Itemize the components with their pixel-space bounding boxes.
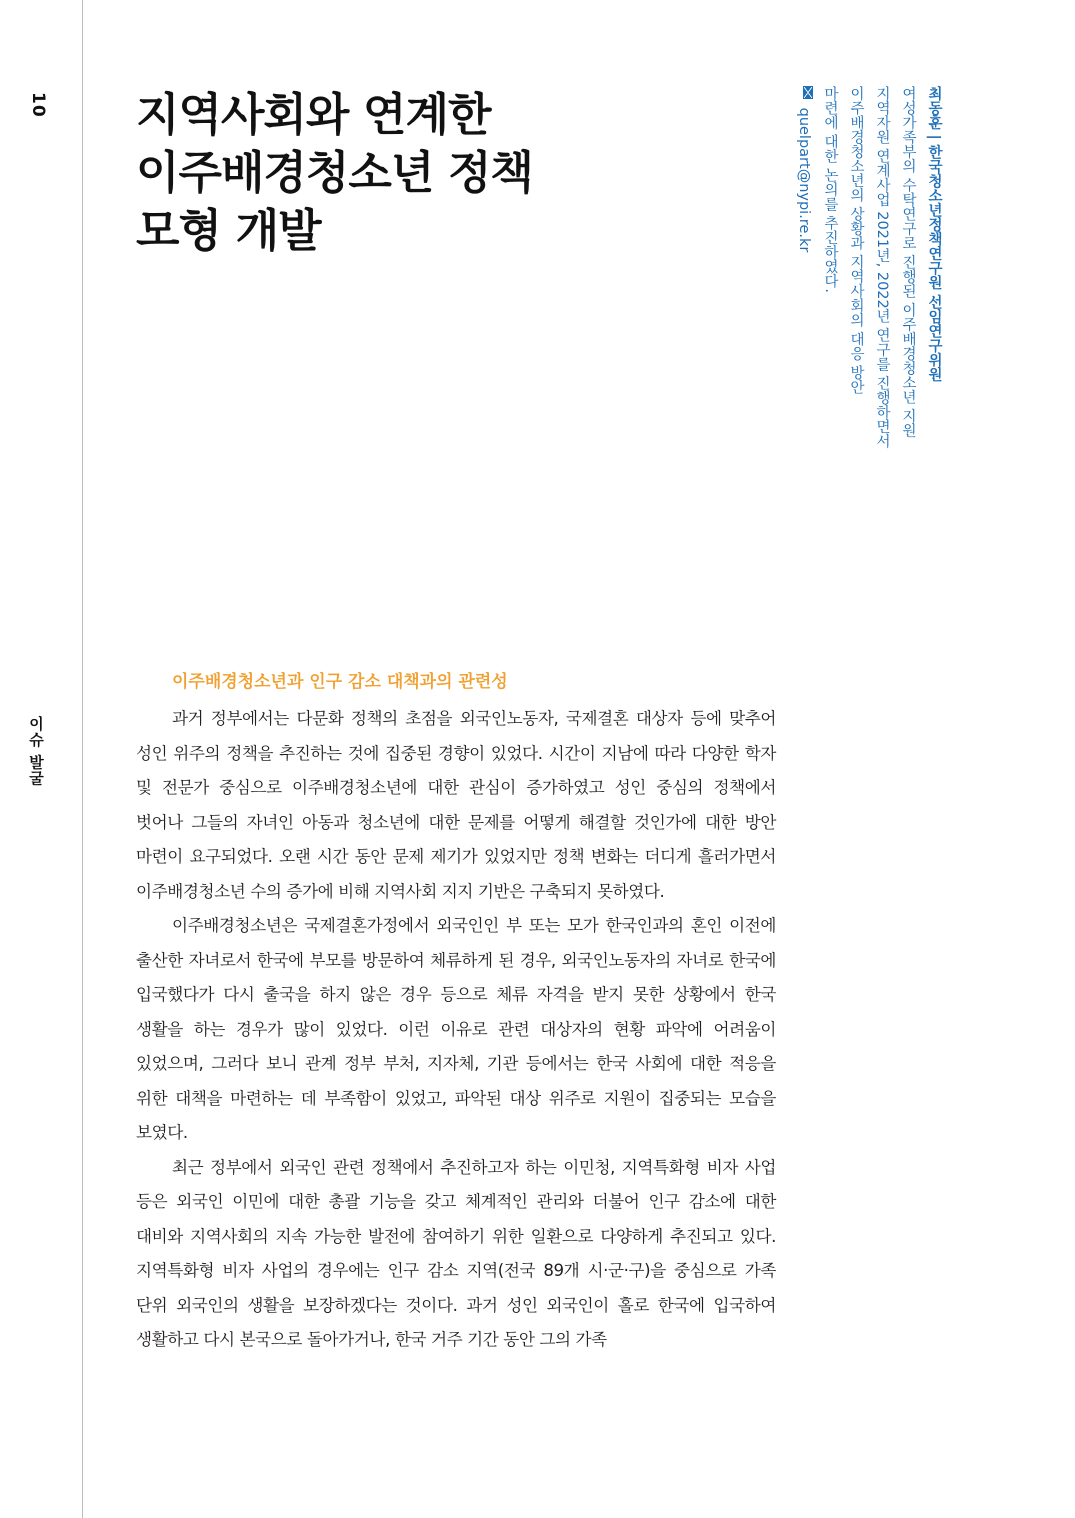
author-name: 최동훈 | 한국청소년정책연구원 선임연구위원 [926,86,942,382]
author-bio-line: 이주배경청소년의 상황과 지역사회의 대응 방안 [848,86,864,395]
title-line-1: 지역사회와 연계한 [136,88,491,141]
mail-icon [803,86,813,99]
page-margin-rule [82,0,83,1518]
page-number: 10 [28,92,48,118]
title-line-3: 모형 개발 [136,204,321,257]
author-email-row [791,86,817,546]
article-body [136,668,776,1358]
body-paragraph: 이주배경청소년은 국제결혼가정에서 외국인인 부 또는 모가 한국인과의 혼인 이전에 출산한 자녀로서 한국에 부모를 방문하여 체류하게 된 경우, 외국인노동자의 자녀로 한국에 입국했다가 다시 출국을 하지 않은 경우 등으로 체류 자격을 받지 못한 상황에서 한국 생활을 하는 경우가 많이 있었다. 이런 이유로 관련 대상자의 현황 파악에 어려움이 있었으며, 그러다 보니 관계 정부 부처, 지자체, 기관 등에서는 한국 사회에 대한 적응을 위한 대책을 마련하는 데 부족함이 있었고, 파악된 대상 위주로 지원이 집중되는 모습을 보였다. [136,916,776,1142]
author-bio-line: 마련에 대한 논의를 추진하였다. [822,86,838,293]
author-bio-line: 여성가족부의 수탁연구로 진행된 이주배경청소년 지원 [900,86,916,438]
body-paragraph: 최근 정부에서 외국인 관련 정책에서 추진하고자 하는 이민청, 지역특화형 비자 사업 등은 외국인 이민에 대한 총괄 기능을 갖고 체계적인 관리와 더불어 인구 감소에 대한 대비와 지역사회의 지속 가능한 발전에 참여하기 위한 일환으로 다양하게 추진되고 있다. 지역특화형 비자 사업의 경우에는 인구 감소 지역(전국 89개 시·군·구)을 중심으로 가족 단위 외국인의 생활을 보장하겠다는 것이다. 과거 성인 외국인이 홀로 한국에 입국하여 생활하고 다시 본국으로 돌아가거나, 한국 거주 기간 동안 그의 가족 [136,1157,776,1349]
section-heading: 이주배경청소년과 인구 감소 대책과의 관련성 [172,672,508,692]
section-label: 이슈 발굴 [27,716,45,787]
author-info [791,86,947,546]
author-email[interactable]: quelpart@nypi.re.kr [796,107,812,253]
article-title [136,86,696,260]
body-paragraph: 과거 정부에서는 다문화 정책의 초점을 외국인노동자, 국제결혼 대상자 등에 맞추어 성인 위주의 정책을 추진하는 것에 집중된 경향이 있었다. 시간이 지남에 따라 다양한 학자 및 전문가 중심으로 이주배경청소년에 대한 관심이 증가하였고 성인 중심의 정책에서 벗어나 그들의 자녀인 아동과 청소년에 대한 문제를 어떻게 해결할 것인가에 대한 방안 마련이 요구되었다. 오랜 시간 동안 문제 제기가 있었지만 정책 변화는 더디게 흘러가면서 이주배경청소년 수의 증가에 비해 지역사회 지지 기반은 구축되지 못하였다. [136,709,776,901]
title-line-2: 이주배경청소년 정책 [136,146,533,199]
author-bio-line: 지역자원 연계사업 2021년, 2022년 연구를 진행하면서 [874,86,890,449]
